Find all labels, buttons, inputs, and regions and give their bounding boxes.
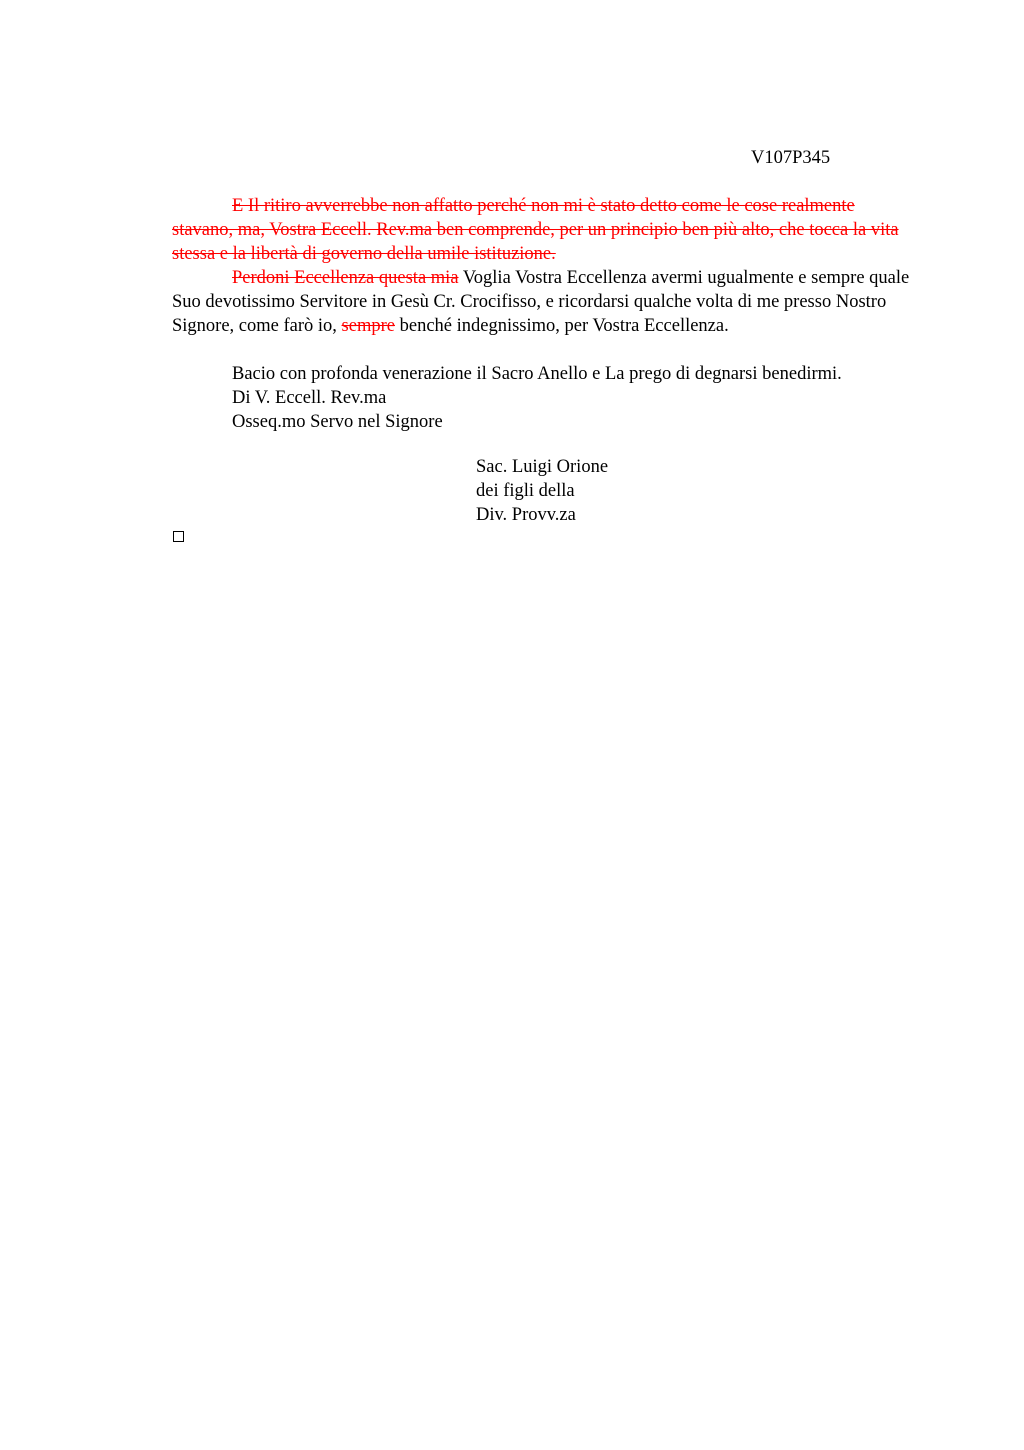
deleted-word: sempre bbox=[341, 316, 395, 336]
letter-body bbox=[172, 194, 917, 338]
closing-servant: Osseq.mo Servo nel Signore bbox=[232, 412, 443, 432]
page-id: V107P345 bbox=[751, 148, 831, 168]
closing-salutation: Di V. Eccell. Rev.ma bbox=[232, 388, 387, 408]
signature-name: Sac. Luigi Orione bbox=[476, 457, 609, 477]
closing-blessing: Bacio con profonda venerazione il Sacro Anello e La prego di degnarsi benedirmi. bbox=[232, 364, 842, 384]
deleted-paragraph: E Il ritiro avverrebbe non affatto perché non mi è stato detto come le cose realmente stavano, ma, Vostra Eccell. Rev.ma ben comprende, per un principio ben più alto, che tocca la vita stessa e la libertà di governo della umile istituzione. bbox=[172, 196, 899, 264]
paragraph-farewell bbox=[172, 266, 917, 338]
signature-congregation: dei figli della bbox=[476, 481, 575, 501]
signature-block bbox=[476, 455, 608, 527]
paragraph-text-part1: Voglia Vostra Eccellenza avermi ugualmente e sempre quale Suo devotissimo Servitore in Gesù Cr. Crocifisso, e ricordarsi qualche volta di me presso Nostro Signore, come farò io, bbox=[172, 268, 910, 336]
paragraph-text-part2: benché indegnissimo, per Vostra Eccellenza. bbox=[394, 316, 729, 336]
signature-providence: Div. Provv.za bbox=[476, 505, 576, 525]
square-box-icon bbox=[173, 531, 184, 542]
deleted-phrase: Perdoni Eccellenza questa mia bbox=[232, 268, 459, 288]
